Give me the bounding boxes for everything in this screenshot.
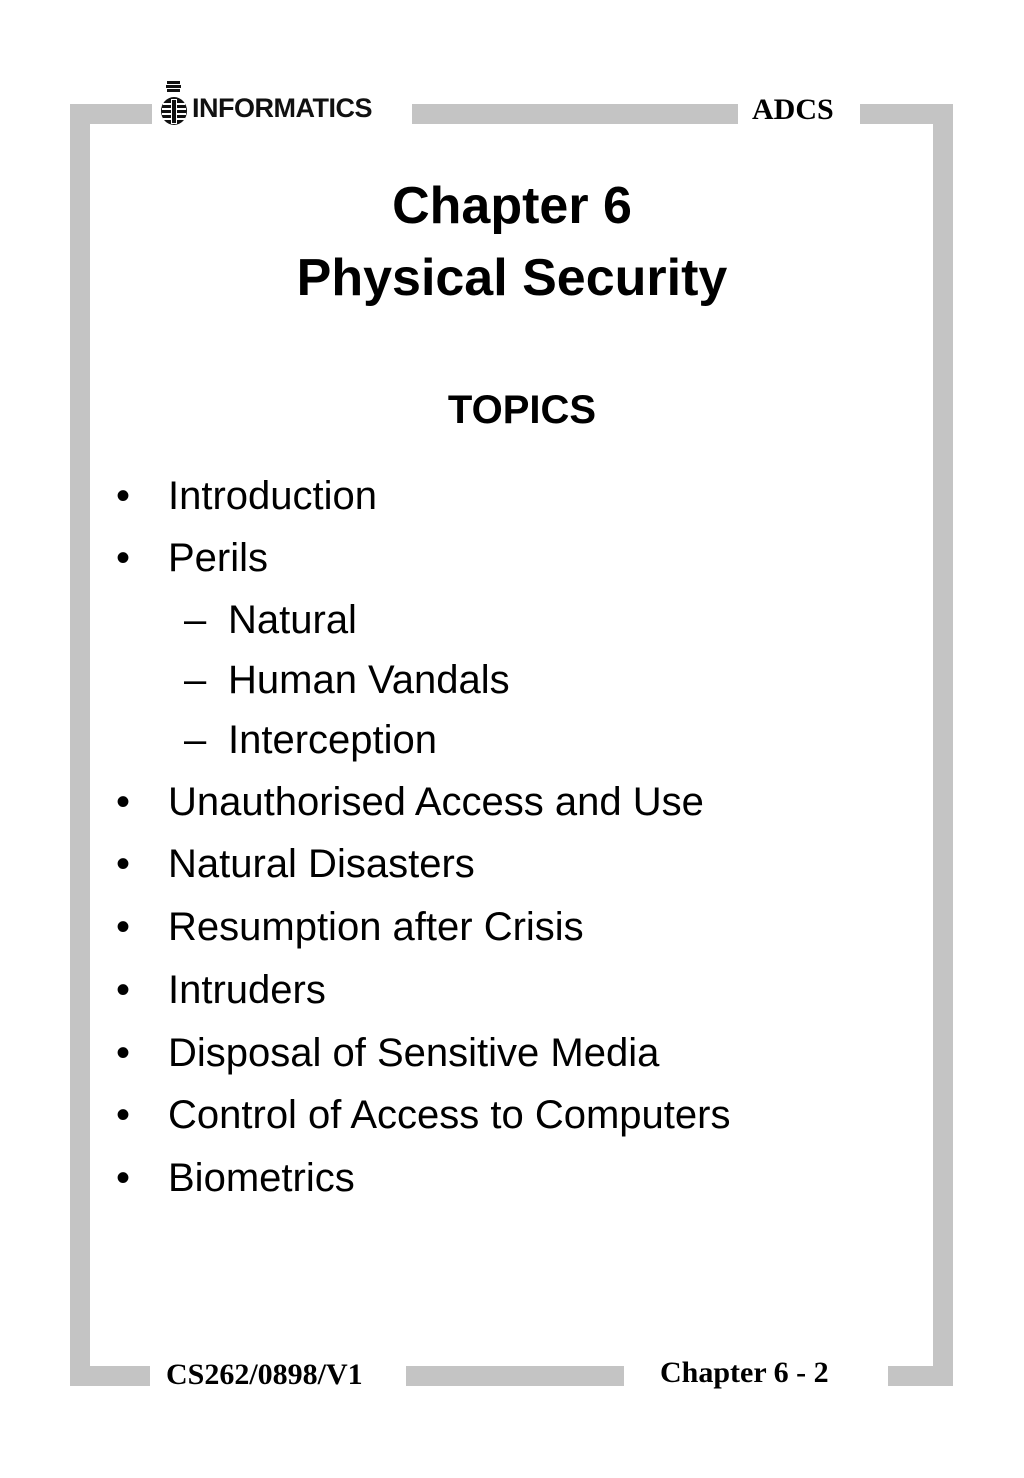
frame-bottom-left (70, 1366, 150, 1386)
topic-item: Resumption after Crisis (168, 905, 584, 949)
bullet: • (116, 780, 131, 824)
frame-bottom-right (888, 1366, 953, 1386)
topics-heading: TOPICS (447, 388, 597, 432)
frame-top-middle (412, 104, 738, 124)
bullet: • (116, 474, 131, 518)
sub-topic-item: Human Vandals (228, 658, 510, 702)
bullet: • (116, 968, 131, 1012)
logo-text: INFORMATICS (192, 92, 372, 123)
sub-dash: – (184, 718, 207, 762)
footer-code: CS262/0898/V1 (166, 1358, 363, 1391)
bullet: • (116, 842, 131, 886)
header-label: ADCS (752, 93, 834, 126)
bullet: • (116, 1093, 131, 1137)
topic-item: Introduction (168, 474, 378, 518)
informatics-logo (156, 80, 376, 128)
sub-dash: – (184, 658, 207, 702)
topic-item: Perils (168, 536, 269, 580)
bullet: • (116, 1031, 131, 1075)
topic-item: Control of Access to Computers (168, 1093, 731, 1137)
topic-item: Biometrics (168, 1156, 355, 1200)
title-line-1: Chapter 6 (392, 177, 632, 235)
page-title (0, 170, 1024, 314)
informatics-logo-icon (160, 81, 188, 127)
bullet: • (116, 536, 131, 580)
footer-page-label: Chapter 6 - 2 (660, 1356, 829, 1389)
topic-item: Disposal of Sensitive Media (168, 1031, 660, 1075)
bullet: • (116, 1156, 131, 1200)
topic-item: Unauthorised Access and Use (168, 780, 704, 824)
sub-topic-item: Natural (228, 598, 357, 642)
title-line-2: Physical Security (296, 249, 728, 307)
frame-bottom-middle (406, 1366, 624, 1386)
sub-topic-item: Interception (228, 718, 438, 762)
topic-item: Intruders (168, 968, 326, 1012)
sub-dash: – (184, 598, 207, 642)
bullet: • (116, 905, 131, 949)
topic-item: Natural Disasters (168, 842, 475, 886)
